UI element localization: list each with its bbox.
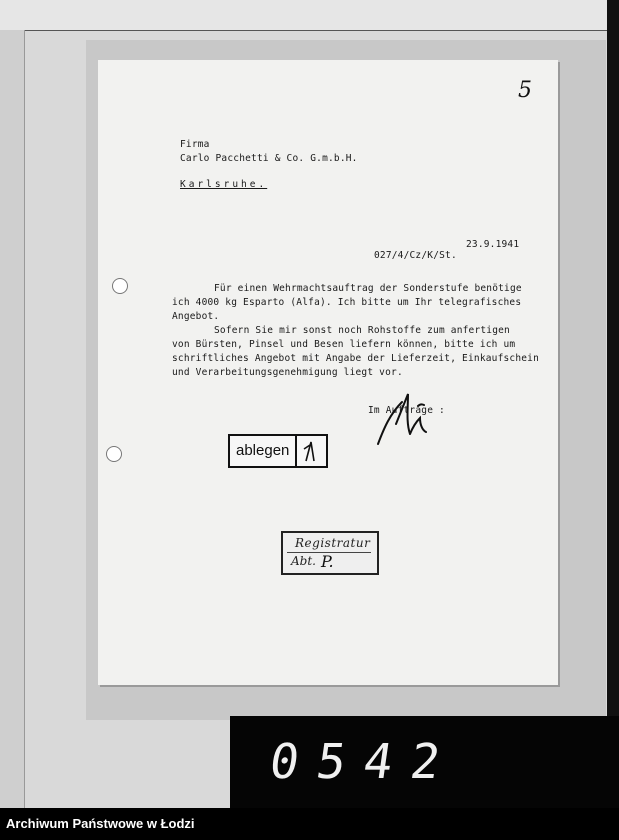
- frame-counter-bar: [230, 716, 619, 808]
- film-edge-top: [0, 0, 619, 31]
- paragraph-1-line-2: ich 4000 kg Esparto (Alfa). Ich bitte um Ihr telegrafisches: [172, 297, 522, 308]
- paragraph-2-line-1: Sofern Sie mir sonst noch Rohstoffe zum anfertigen: [214, 325, 510, 336]
- film-edge-right: [607, 0, 619, 808]
- letter-paper: [98, 60, 558, 685]
- paragraph-1-line-3: Angebot.: [172, 311, 220, 322]
- stamp-registratur-dept-value: P.: [321, 552, 334, 571]
- stamp-ablegen: [228, 434, 328, 468]
- paragraph-1-line-1: Für einen Wehrmachtsauftrag der Sonderstufe benötige: [214, 283, 522, 294]
- stamp-ablegen-label: ablegen: [236, 442, 290, 459]
- stamp-registratur-dept-label: Abt.: [291, 554, 316, 568]
- closing-line: Im Auftrage :: [368, 405, 445, 416]
- punch-hole-bottom: [106, 446, 122, 462]
- archive-label: Archiwum Państwowe w Łodzi: [6, 816, 195, 831]
- recipient-line-1: Firma: [180, 139, 210, 150]
- stamp-registratur-title: Registratur: [295, 536, 371, 550]
- paragraph-2-line-3: schriftliches Angebot mit Angabe der Lieferzeit, Einkaufschein: [172, 353, 540, 364]
- letter-reference: 027/4/Cz/K/St.: [374, 250, 457, 261]
- paragraph-2-line-4: und Verarbeitungsgenehmigung liegt vor.: [172, 367, 403, 378]
- film-strip-left: [0, 30, 25, 808]
- frame-counter: 0542: [266, 734, 462, 790]
- punch-hole-top: [112, 278, 128, 294]
- handwritten-mark-icon: [300, 439, 322, 463]
- letter-date: 23.9.1941: [466, 239, 520, 250]
- paragraph-2-line-2: von Bürsten, Pinsel und Besen liefern können, bitte ich um: [172, 339, 516, 350]
- signature-icon: [372, 384, 442, 448]
- recipient-city: Karlsruhe.: [180, 179, 268, 190]
- stamp-divider: [295, 436, 297, 466]
- stamp-registratur: [281, 531, 379, 575]
- archive-footer: [0, 808, 619, 840]
- page-number: 5: [518, 78, 532, 103]
- recipient-line-2: Carlo Pacchetti & Co. G.m.b.H.: [180, 153, 358, 164]
